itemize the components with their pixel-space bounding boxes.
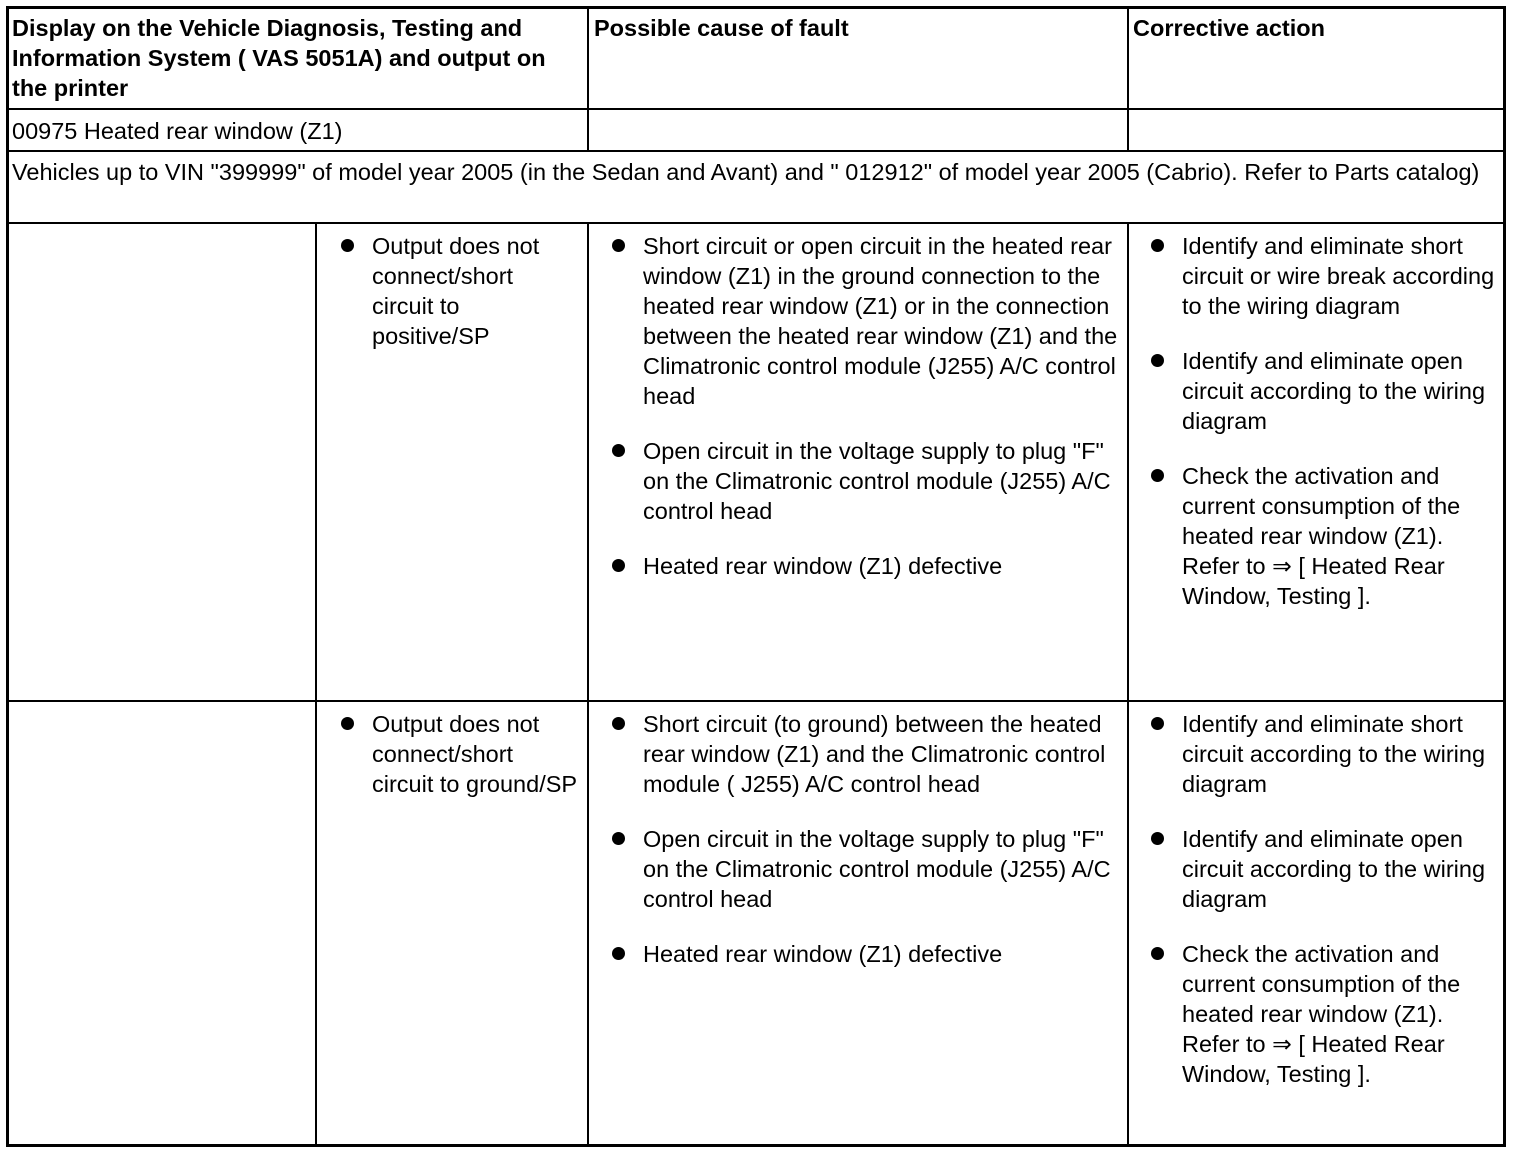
column-divider — [315, 222, 317, 1144]
list-item: Check the activation and current consumption of the heated rear window (Z1). Refer to ⇒ [ Heated Rear Window, Testing ]. — [1151, 939, 1496, 1089]
list-item: Identify and eliminate short circuit according to the wiring diagram — [1151, 709, 1496, 799]
header-cause: Possible cause of fault — [594, 15, 849, 41]
list-item: Identify and eliminate short circuit or wire break according to the wiring diagram — [1151, 231, 1496, 321]
list-item: Heated rear window (Z1) defective — [612, 551, 1122, 581]
list-item: Short circuit (to ground) between the heated rear window (Z1) and the Climatronic control module ( J255) A/C control head — [612, 709, 1122, 799]
column-divider — [587, 222, 589, 1144]
column-divider — [587, 9, 589, 151]
list-item: Open circuit in the voltage supply to plug "F" on the Climatronic control module (J255) A/C control head — [612, 436, 1122, 526]
list-item: Identify and eliminate open circuit according to the wiring diagram — [1151, 346, 1496, 436]
action-cell — [1151, 231, 1496, 636]
list-item: Check the activation and current consumption of the heated rear window (Z1). Refer to ⇒ [ Heated Rear Window, Testing ]. — [1151, 461, 1496, 611]
list-item: Output does not connect/short circuit to ground/SP — [341, 709, 579, 799]
row-divider — [9, 700, 1503, 702]
row-divider — [9, 222, 1503, 224]
header-display: Display on the Vehicle Diagnosis, Testing and Information System ( VAS 5051A) and output on the printer — [12, 15, 546, 101]
list-item: Short circuit or open circuit in the heated rear window (Z1) in the ground connection to the heated rear window (Z1) or in the connection between the heated rear window (Z1) and the Climatronic control module (J255) A/C control head — [612, 231, 1122, 411]
row-divider — [9, 150, 1503, 152]
display-cell — [341, 709, 579, 824]
list-item: Open circuit in the voltage supply to plug "F" on the Climatronic control module (J255) A/C control head — [612, 824, 1122, 914]
vin-note: Vehicles up to VIN "399999" of model year 2005 (in the Sedan and Avant) and " 012912" of model year 2005 (Cabrio). Refer to Parts catalog) — [12, 159, 1480, 185]
list-item: Output does not connect/short circuit to positive/SP — [341, 231, 579, 351]
action-cell — [1151, 709, 1496, 1114]
list-item: Heated rear window (Z1) defective — [612, 939, 1122, 969]
diagnosis-table — [6, 6, 1506, 1147]
header-divider — [9, 108, 1503, 110]
column-divider — [1127, 9, 1129, 151]
cause-cell — [612, 231, 1122, 606]
display-cell — [341, 231, 579, 376]
header-action: Corrective action — [1133, 15, 1325, 41]
column-divider — [1127, 222, 1129, 1144]
cause-cell — [612, 709, 1122, 994]
list-item: Identify and eliminate open circuit according to the wiring diagram — [1151, 824, 1496, 914]
fault-code: 00975 Heated rear window (Z1) — [12, 118, 343, 144]
